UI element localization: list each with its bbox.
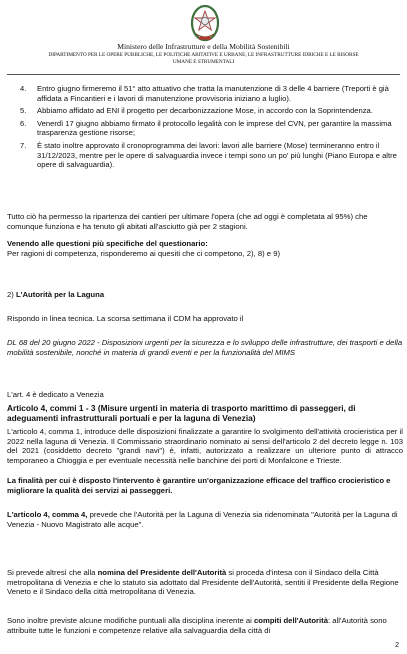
president-nomination: nomina del Presidente dell'Autorità	[97, 568, 227, 577]
questionnaire-heading: Venendo alle questioni più specifiche del questionario:	[7, 239, 208, 248]
document-header	[0, 42, 407, 67]
comma4-label: L'articolo 4, comma 4,	[7, 510, 88, 519]
paragraph-comma4	[7, 510, 403, 529]
duties-label: compiti dell'Autorità	[254, 616, 329, 625]
list-item-text: Venerdì 17 giugno abbiamo firmato il protocollo legalità con le imprese del CVN, per garantire la massima trasparenza gestione risorse;	[37, 118, 392, 138]
paragraph-president	[7, 568, 403, 597]
list-item-text: Abbiamo affidato ad ENI il progetto per decarbonizzazione Mose, in accordo con la Soprintendenza.	[37, 106, 373, 116]
ministry-name: Ministero delle Infrastrutture e della Mobilità Sostenibili	[117, 42, 290, 51]
president-text-b: si proceda d'intesa con il Sindaco della Città metropolitana di Venezia e che lo statuto sia adottato dal Presidente dell'Autorità, sentiti il Presidente della Regione Veneto e il Sindaco della città metropolitana di Venezia.	[7, 568, 399, 597]
paragraph-progress: Tutto ciò ha permesso la ripartenza dei cantieri per ultimare l'opera (che ad oggi è completata al 95%) che comunque funziona e ha tenuto gli abitati all'asciutto già per 2 stagioni.	[7, 212, 368, 231]
list-item	[20, 84, 402, 103]
paragraph-duties	[7, 616, 403, 635]
list-item-text: Entro giugno firmeremo il 51° atto attuativo che tratta la manutenzione di 3 delle 4 barriere (Treporti è già affidata a Fincantieri e i lavori di manutenzione provvisoria iniziano a luglio).	[37, 84, 389, 103]
comma4-text: prevede che l'Autorità per la Laguna di Venezia sia ridenominata "Autorità per la Laguna di Venezia - Nuovo Magistrato alle acque".	[7, 510, 398, 529]
president-text-a: Si prevede altresì che alla	[7, 568, 98, 577]
paragraph-art4: L'art. 4 è dedicato a Venezia	[7, 390, 104, 399]
list-item-number: 6.	[20, 118, 27, 128]
duties-text-a: Sono inoltre previste alcune modifiche puntuali alla disciplina inerente ai	[7, 616, 255, 625]
list-item	[20, 106, 402, 116]
italian-republic-emblem	[190, 4, 220, 42]
section-heading-authority	[7, 290, 403, 300]
paragraph-finality	[7, 476, 403, 495]
list-item-number: 4.	[20, 84, 27, 93]
numbered-list	[20, 84, 402, 173]
paragraph-questionnaire	[7, 239, 403, 258]
finality-text: La finalità per cui è disposto l'intervento è garantire un'organizzazione efficace del traffico crocieristico e migliorare la qualità dei servizi ai passeggeri.	[7, 476, 391, 495]
list-item	[20, 141, 402, 170]
section-number: 2)	[7, 290, 16, 299]
paragraph-cdm: Rispondo in linea tecnica. La scorsa settimana il CDM ha approvato il	[7, 314, 244, 323]
paragraph-comma1: L'articolo 4, comma 1, introduce delle disposizioni finalizzate a garantire lo svolgimento dell'attività crocieristica per il 2022 nella laguna di Venezia. Il Commissario straordinario nominato ai sensi dell'articolo 2 del decreto legge n. 103 del 2021 (cosiddetto decreto "grandi navi") è, infatti, autorizzato a realizzare un ulteriore punto di attracco temporaneo a Chioggia e per eventuale necessità nelle banchine dei porti di Monfalcone e Trieste.	[7, 427, 403, 466]
department-name-line2: UMANE E STRUMENTALI	[172, 59, 235, 66]
paragraph-decree-title	[7, 338, 403, 357]
decree-title: DL 68 del 20 giugno 2022 - Disposizioni urgenti per la sicurezza e lo sviluppo delle infrastrutture, dei trasporti e della mobilità sostenibile, nonché in materia di grandi eventi e per la funzionalità del MIMS	[7, 338, 403, 357]
duties-text-b: : all'Autorità sono attribuite tutte le funzioni e competenze relative alla salvaguardia della città di	[7, 616, 387, 635]
department-name-line1: DIPARTIMENTO PER LE OPERE PUBBLICHE, LE POLITICHE ABITATIVE E URBANE, LE INFRASTRUTTURE IDRICHE E LE RISORSE	[48, 52, 359, 58]
list-item-number: 5.	[20, 106, 27, 116]
list-item-number: 7.	[20, 140, 27, 150]
article-4-heading	[7, 403, 403, 423]
section-title: L'Autorità per la Laguna	[15, 290, 105, 299]
questionnaire-text: Per ragioni di competenza, risponderemo ai quesiti che ci competono, 2), 8) e 9)	[7, 248, 281, 258]
page-number: 2	[395, 642, 399, 649]
list-item-text: È stato inoltre approvato il cronoprogramma dei lavori: lavori alle barriere (Mose) termineranno entro il 31/12/2023, mentre per le opere di salvaguardia invece i tempi sono un po' più lunghi (Piano Europa e altre opere di salvaguardia).	[37, 140, 397, 170]
list-item	[20, 119, 402, 138]
article-4-heading-text: Articolo 4, commi 1 - 3 (Misure urgenti in materia di trasporto marittimo di passeggeri, di adeguamenti infrastrutturali portuali e per la laguna di Venezia)	[7, 403, 356, 424]
header-divider	[7, 74, 400, 75]
